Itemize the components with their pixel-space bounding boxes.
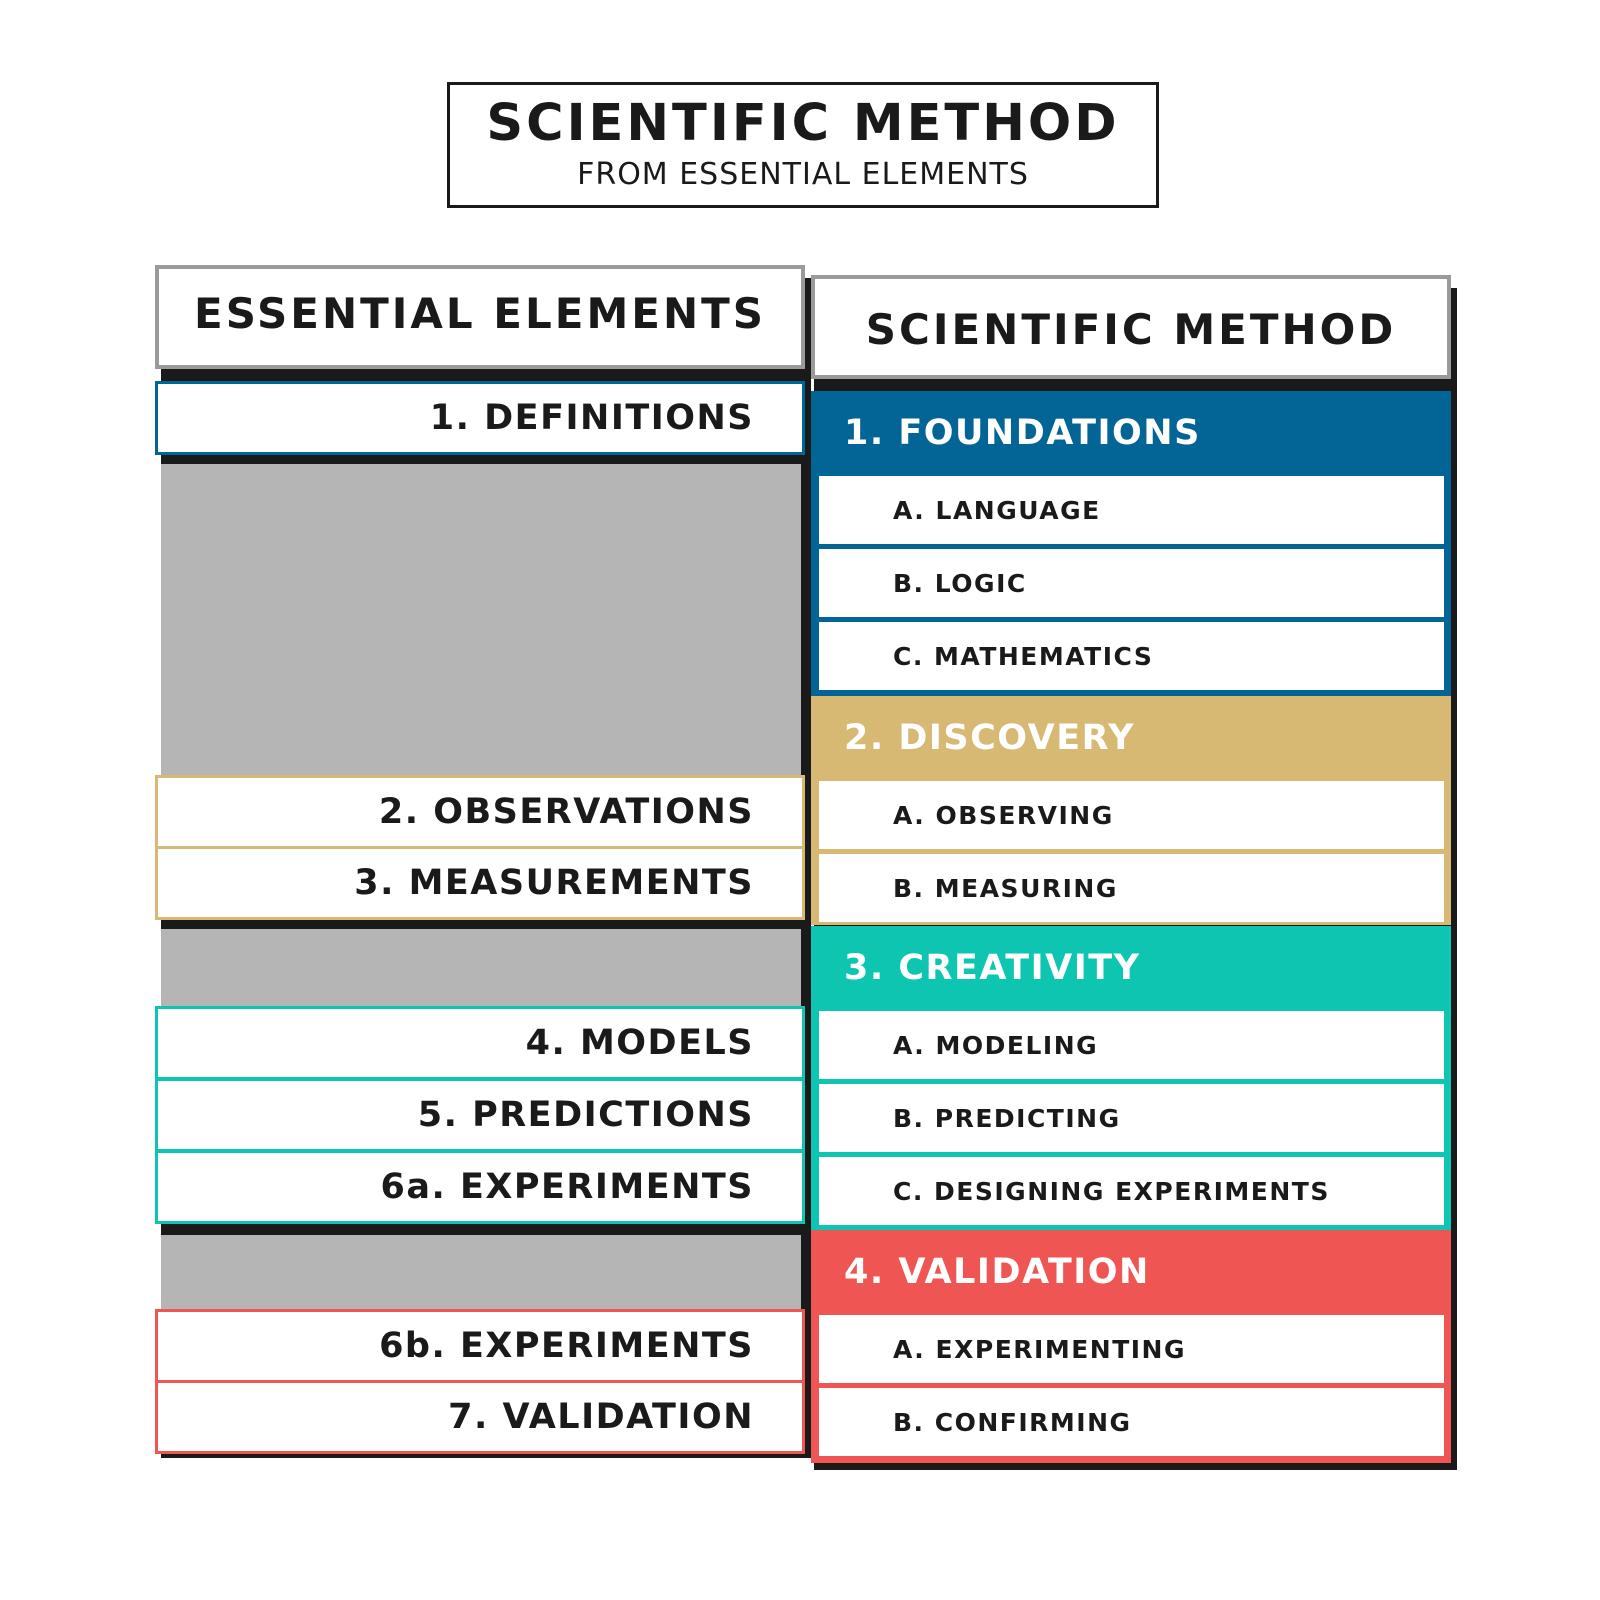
section-creativity-header: 3. CREATIVITY [811,926,1451,1010]
section-foundations-header: 1. FOUNDATIONS [811,391,1451,475]
left-gap-fill [161,929,801,1007]
section-validation-header: 4. VALIDATION [811,1230,1451,1314]
step-experimenting: A. EXPERIMENTING [816,1312,1447,1386]
essential-elements-header: ESSENTIAL ELEMENTS [155,265,805,369]
step-confirming: B. CONFIRMING [816,1385,1447,1459]
left-gap-fill [161,464,801,776]
element-predictions: 5. PREDICTIONS [155,1078,805,1152]
step-observing: A. OBSERVING [816,778,1447,852]
step-language: A. LANGUAGE [816,473,1447,547]
element-experiments-6a: 6a. EXPERIMENTS [155,1150,805,1224]
element-measurements: 3. MEASUREMENTS [155,846,805,920]
step-logic: B. LOGIC [816,546,1447,620]
step-measuring: B. MEASURING [816,851,1447,925]
left-gap-fill [161,1235,801,1313]
element-experiments-6b: 6b. EXPERIMENTS [155,1309,805,1383]
scientific-method-header: SCIENTIFIC METHOD [811,275,1451,379]
element-validation: 7. VALIDATION [155,1380,805,1454]
element-models: 4. MODELS [155,1006,805,1080]
step-predicting: B. PREDICTING [816,1081,1447,1155]
step-modeling: A. MODELING [816,1008,1447,1082]
step-mathematics: C. MATHEMATICS [816,619,1447,693]
section-discovery-header: 2. DISCOVERY [811,696,1451,780]
element-definitions: 1. DEFINITIONS [155,381,805,455]
element-observations: 2. OBSERVATIONS [155,775,805,849]
step-designing-experiments: C. DESIGNING EXPERIMENTS [816,1154,1447,1228]
diagram-title: SCIENTIFIC METHOD [486,94,1120,153]
diagram-subtitle: FROM ESSENTIAL ELEMENTS [577,157,1029,192]
